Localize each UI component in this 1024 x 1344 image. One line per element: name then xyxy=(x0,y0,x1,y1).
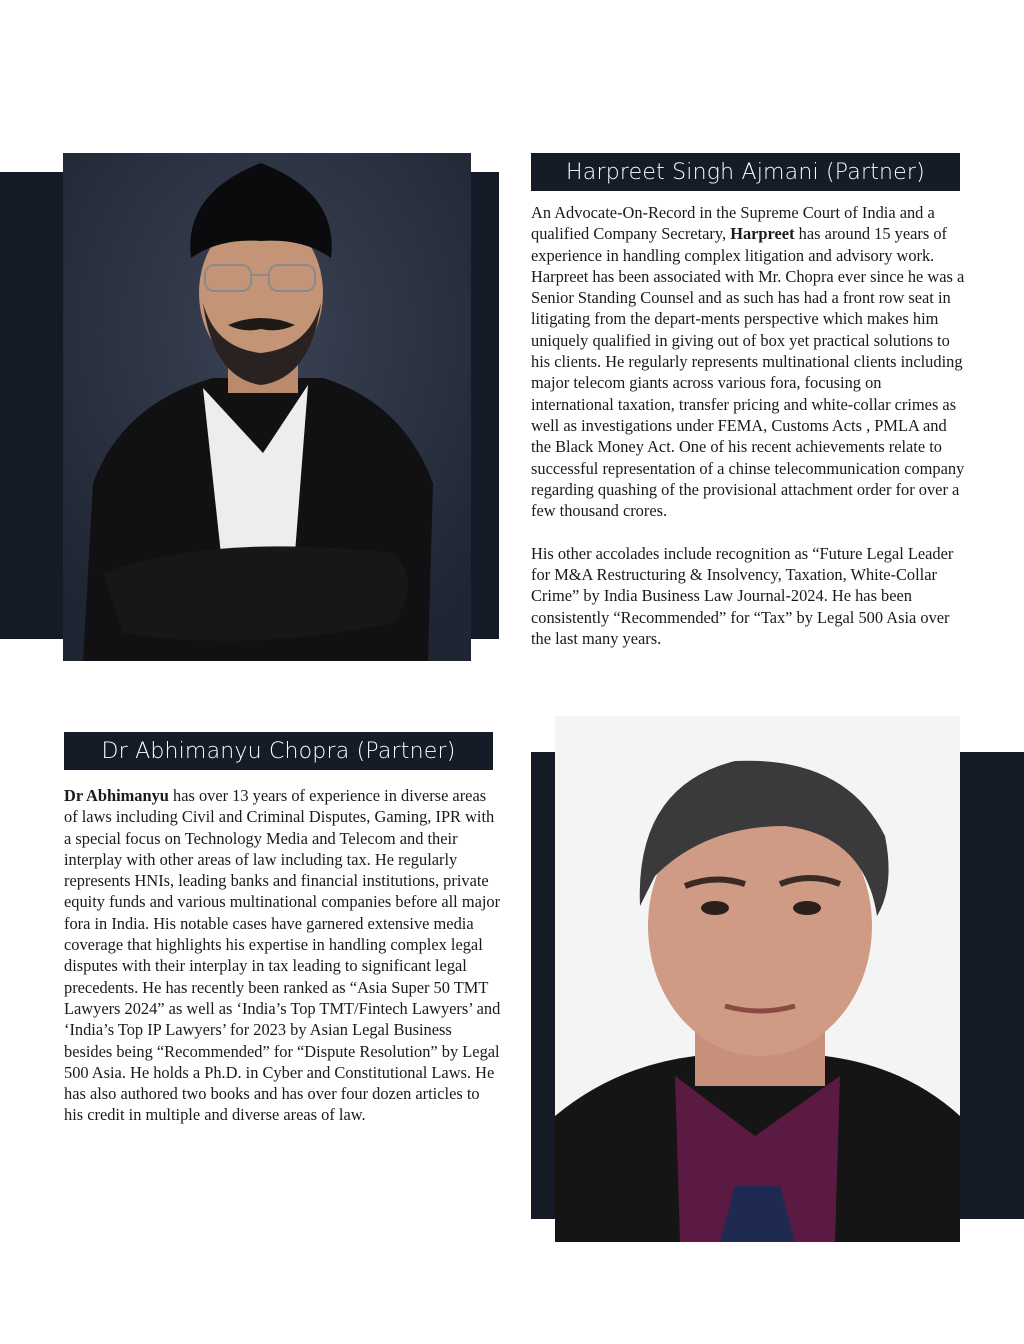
bio-abhimanyu xyxy=(64,785,502,1126)
partner-title-harpreet: Harpreet Singh Ajmani (Partner) xyxy=(531,153,960,191)
portrait-abhimanyu xyxy=(555,716,960,1242)
partner-title-abhimanyu: Dr Abhimanyu Chopra (Partner) xyxy=(64,732,493,770)
bio-paragraph: His other accolades include recognition as “Future Legal Leader for M&A Restructuring & Insolvency, Taxation, White-Collar Crime” by India Business Law Journal-2024. He has been consistently “Recommended” for “Tax” by Legal 500 Asia over the last many years. xyxy=(531,543,954,648)
bio-paragraph: An Advocate-On-Record in the Supreme Court of India and a qualified Company Secretary, Harpreet has around 15 years of experience in handling complex litigation and advisory work. Harpreet has been associated with Mr. Chopra ever since he was a Senior Standing Counsel and as such has had a front row seat in litigating from the depart-ments perspective which makes him uniquely qualified in giving out of box yet practical solutions to his clients. He regularly represents multinational clients including major telecom giants across various fora, focusing on international taxation, transfer pricing and white-collar crimes as well as investigations under FEMA, Customs Acts , PMLA and the Black Money Act. One of his recent achievements relate to successful representation of a chinse telecommunication company regarding quashing of the provisional attachment order for over a few thousand crores. xyxy=(531,203,965,521)
bio-harpreet xyxy=(531,202,966,649)
portrait-harpreet xyxy=(63,153,471,661)
bio-paragraph: Dr Abhimanyu has over 13 years of experience in diverse areas of laws including Civil and Criminal Disputes, Gaming, IPR with a special focus on Technology Media and Telecom and their interplay with other areas of law including tax. He regularly represents HNIs, leading banks and financial institutions, private equity funds and various multinational companies before all major fora in India. His notable cases have garnered extensive media coverage that highlights his expertise in handling complex legal disputes with their interplay in tax leading to significant legal precedents. He has recently been ranked as “Asia Super 50 TMT Lawyers 2024” as well as ‘India’s Top TMT/Fintech Lawyers’ and ‘India’s Top IP Lawyers’ for 2023 by Asian Legal Business besides being “Recommended” for “Dispute Resolution” by Legal 500 Asia. He holds a Ph.D. in Cyber and Constitutional Laws. He has also authored two books and has over four dozen articles to his credit in multiple and diverse areas of law. xyxy=(64,786,501,1125)
